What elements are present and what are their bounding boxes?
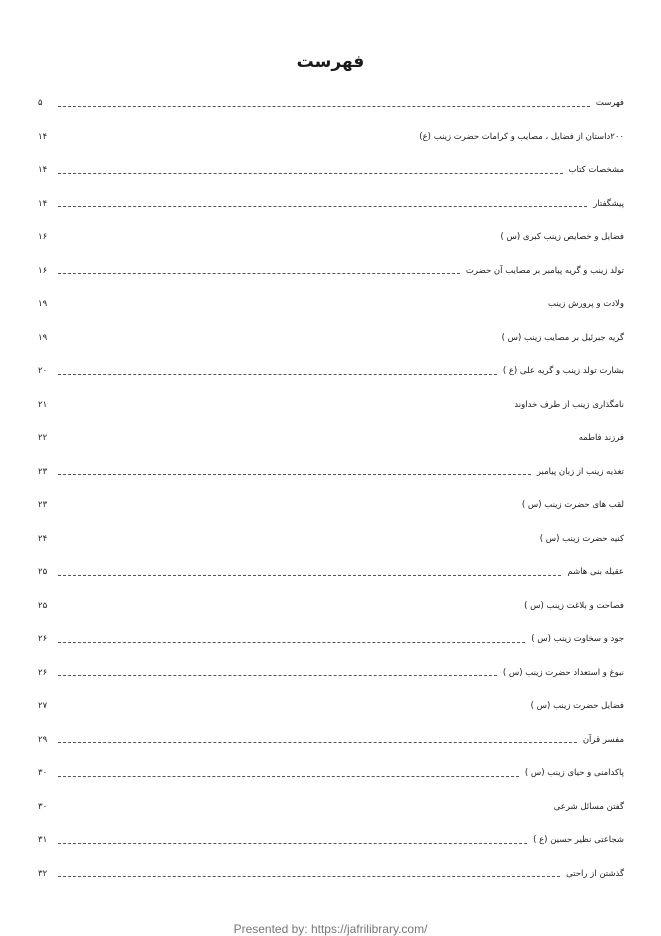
toc-entry[interactable] — [38, 130, 624, 144]
toc-entry-title: بشارت تولد زینب و گریه علی (ع ) — [502, 366, 624, 376]
toc-dot-leader — [58, 776, 519, 777]
toc-entry-page-number: ۲۲ — [38, 433, 48, 443]
toc-dot-leader — [58, 340, 496, 341]
toc-entry[interactable] — [38, 364, 624, 378]
toc-entry-page-number: ۱۴ — [38, 165, 48, 175]
toc-entry-page-number: ۱۴ — [38, 198, 48, 209]
toc-entry-title: گفتن مسائل شرعی — [553, 801, 624, 812]
toc-entry-page-number: ۱۶ — [38, 265, 48, 276]
toc-entry-title: پاکدامنی و حیای زینب (س ) — [524, 768, 624, 778]
toc-entry[interactable] — [38, 465, 624, 479]
toc-entry-page-number: ۵ — [38, 98, 43, 108]
toc-entry-title: گذشتن از راحتی — [566, 868, 624, 879]
toc-dot-leader — [58, 541, 534, 542]
toc-entry-title: مشخصات کتاب — [568, 165, 624, 175]
toc-entry-page-number: ۲۵ — [38, 600, 48, 611]
toc-entry[interactable] — [38, 96, 624, 110]
toc-entry-page-number: ۳۱ — [38, 835, 48, 845]
toc-dot-leader — [58, 675, 497, 676]
toc-entry-page-number: ۱۴ — [38, 131, 48, 142]
toc-entry-title: کنیه حضرت زینب (س ) — [539, 533, 624, 544]
toc-dot-leader — [58, 809, 548, 810]
toc-entry-title: تغذیه زینب از زبان پیامبر — [536, 466, 624, 477]
toc-entry[interactable] — [38, 297, 624, 311]
toc-entry[interactable] — [38, 599, 624, 613]
toc-entry[interactable] — [38, 867, 624, 881]
toc-entry[interactable] — [38, 264, 624, 278]
toc-entry-title: جود و سخاوت زینب (س ) — [531, 634, 624, 644]
toc-entry[interactable] — [38, 833, 624, 847]
toc-entry[interactable] — [38, 431, 624, 445]
toc-dot-leader — [58, 709, 525, 710]
toc-entry-page-number: ۲۴ — [38, 533, 48, 544]
toc-entry[interactable] — [38, 498, 624, 512]
toc-dot-leader — [58, 173, 563, 174]
footer-credit: Presented by: https://jafrilibrary.com/ — [233, 922, 428, 936]
toc-entry-page-number: ۲۹ — [38, 734, 48, 745]
toc-dot-leader — [58, 876, 560, 877]
toc-entry[interactable] — [38, 800, 624, 814]
toc-entry-page-number: ۳۰ — [38, 768, 48, 778]
toc-entry-title: فصاحت و بلاغت زینب (س ) — [524, 600, 624, 611]
toc-entry-page-number: ۲۶ — [38, 634, 48, 644]
toc-entry-title: گریه جبرئیل بر مصایب زینب (س ) — [501, 332, 624, 343]
page-title: فهرست — [296, 52, 365, 72]
toc-dot-leader — [58, 474, 531, 475]
toc-dot-leader — [58, 407, 508, 408]
toc-entry-page-number: ۲۳ — [38, 500, 48, 510]
toc-entry-page-number: ۱۹ — [38, 332, 48, 343]
toc-dot-leader — [58, 273, 460, 274]
toc-entry-page-number: ۲۵ — [38, 567, 48, 577]
toc-entry-title: ۲۰۰داستان از فضایل ، مصایب و کرامات حضرت زینب (ع) — [419, 131, 624, 142]
toc-dot-leader — [58, 206, 587, 207]
toc-entry[interactable] — [38, 398, 624, 412]
toc-dot-leader — [58, 240, 495, 241]
toc-dot-leader — [58, 608, 518, 609]
toc-entry-title: فهرست — [595, 98, 624, 108]
toc-entry-page-number: ۱۶ — [38, 232, 48, 242]
toc-entry-title: تولد زینب و گریه پیامبر بر مصایب آن حضرت — [465, 265, 624, 276]
toc-entry-page-number: ۱۹ — [38, 299, 48, 309]
toc-dot-leader — [58, 742, 577, 743]
toc-entry[interactable] — [38, 565, 624, 579]
toc-entry-title: شجاعتی نظیر حسین (ع ) — [533, 835, 624, 845]
toc-entry[interactable] — [38, 699, 624, 713]
toc-entry-title: لقب های حضرت زینب (س ) — [521, 500, 624, 510]
toc-entry-title: فضایل و خصایص زینب کبری (س ) — [500, 232, 624, 242]
toc-entry[interactable] — [38, 230, 624, 244]
toc-entry-title: نامگذاری زینب از طرف خداوند — [514, 399, 624, 410]
toc-entry-page-number: ۳۰ — [38, 801, 48, 812]
toc-entry[interactable] — [38, 632, 624, 646]
toc-entry-title: عقیله بنی هاشم — [567, 567, 624, 577]
toc-entry-title: پیشگفتار — [593, 198, 624, 209]
toc-entry-page-number: ۳۲ — [38, 868, 48, 879]
toc-entry-title: ولادت و پرورش زینب — [548, 299, 624, 309]
toc-entry[interactable] — [38, 666, 624, 680]
toc-dot-leader — [58, 441, 573, 442]
toc-entry-page-number: ۲۰ — [38, 366, 48, 376]
toc-entry[interactable] — [38, 733, 624, 747]
toc-entry-page-number: ۲۶ — [38, 667, 48, 678]
toc-entry-page-number: ۲۷ — [38, 701, 48, 711]
toc-entry[interactable] — [38, 197, 624, 211]
toc-dot-leader — [58, 642, 525, 643]
toc-entry[interactable] — [38, 163, 624, 177]
toc-dot-leader — [58, 575, 561, 576]
toc-entry-page-number: ۲۳ — [38, 466, 48, 477]
toc-dot-leader — [58, 307, 542, 308]
toc-entry-title: فضایل حضرت زینب (س ) — [530, 701, 624, 711]
toc-entry[interactable] — [38, 532, 624, 546]
toc-dot-leader — [58, 374, 497, 375]
toc-entry-title: مفسر قرآن — [582, 734, 624, 745]
toc-dot-leader — [58, 139, 413, 140]
toc-entry[interactable] — [38, 766, 624, 780]
toc-dot-leader — [58, 508, 516, 509]
toc-entry-title: فرزند فاطمه — [578, 433, 624, 443]
toc-entry-title: نبوغ و استعداد حضرت زینب (س ) — [502, 667, 624, 678]
toc-dot-leader — [58, 843, 527, 844]
toc-dot-leader — [58, 106, 590, 107]
toc-entry[interactable] — [38, 331, 624, 345]
toc-entry-page-number: ۲۱ — [38, 399, 48, 410]
